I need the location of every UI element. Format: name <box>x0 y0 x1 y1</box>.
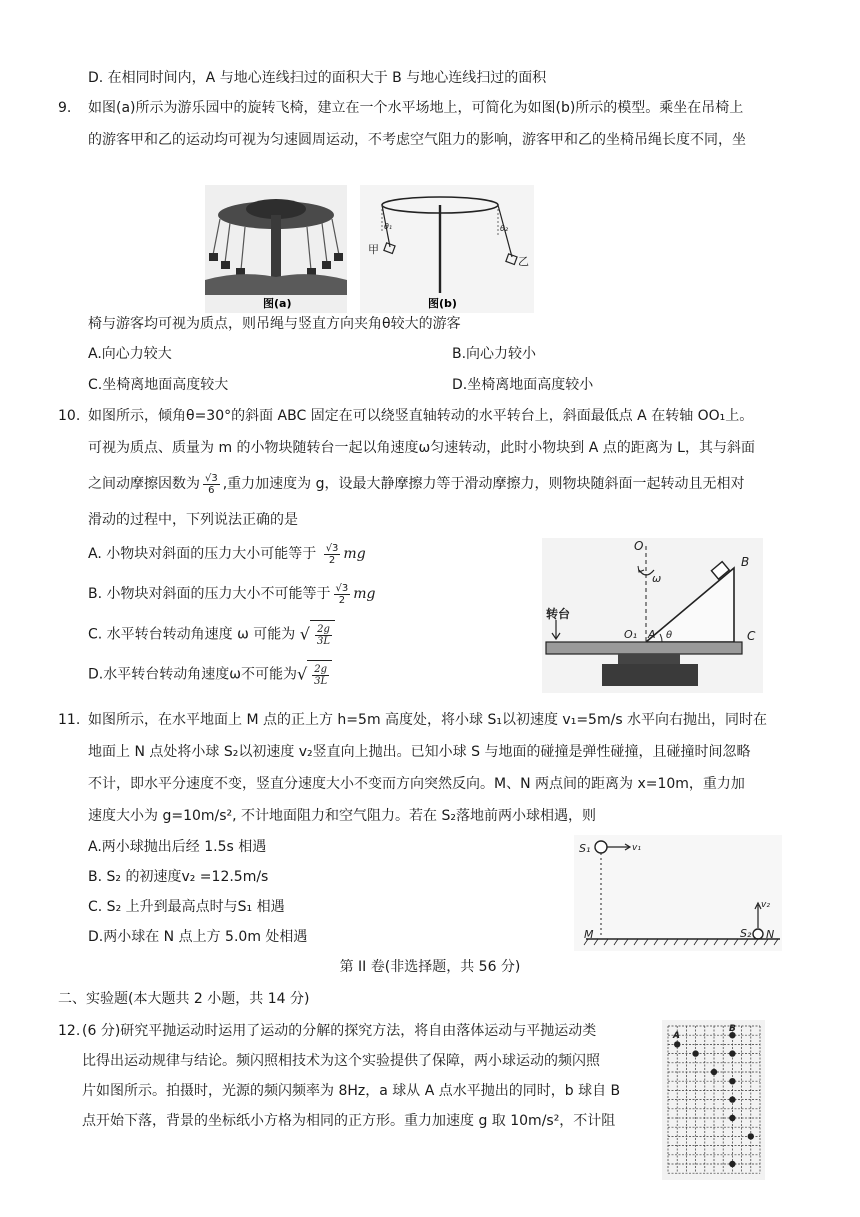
q12-stem-line3: 片如图所示。拍摄时，光源的频闪频率为 8Hz，a 球从 A 点水平抛出的同时，b 球自 B <box>82 1083 621 1099</box>
q11-option-a: A.两小球抛出后经 1.5s 相遇 <box>88 839 267 855</box>
fig-9b-caption: 图(b) <box>428 297 457 310</box>
optB-frac-den: 2 <box>338 594 346 606</box>
q10-number: 10. <box>58 408 81 424</box>
fig-q10-O1: O₁ <box>624 628 638 641</box>
q9-stem-line3: 椅与游客均可视为质点，则吊绳与竖直方向夹角θ较大的游客 <box>88 316 461 332</box>
strobe-ball <box>674 1041 680 1047</box>
figure-9b <box>360 185 534 313</box>
fig-9b-jia: 甲 <box>368 243 379 256</box>
mu-fraction-num: √3 <box>205 472 218 484</box>
q11-number: 11. <box>58 712 81 728</box>
strobe-ball <box>729 1115 735 1121</box>
q11-stem-line2: 地面上 N 点处将小球 S₂以初速度 v₂竖直向上抛出。已知小球 S 与地面的碰撞是弹性碰撞，且碰撞时间忽略 <box>88 744 751 760</box>
optB-fraction <box>334 583 351 606</box>
q12-stem-line2: 比得出运动规律与结论。频闪照相技术为这个实验提供了保障，两小球运动的频闪照 <box>82 1053 600 1069</box>
fig-q11-S1: S₁ <box>579 842 591 855</box>
q10-optA-text: A. 小物块对斜面的压力大小可能等于 <box>88 546 317 562</box>
fig-9b-theta1: θ₁ <box>384 222 393 231</box>
fig-q11-N: N <box>766 928 775 941</box>
q12-number: 12. <box>58 1023 81 1039</box>
optC-frac-den: 3L <box>316 635 330 647</box>
fig-q10-omega: ω <box>652 572 662 585</box>
optA-mg: mg <box>343 546 366 562</box>
q11-option-b: B. S₂ 的初速度v₂ =12.5m/s <box>88 869 269 885</box>
q11-option-c: C. S₂ 上升到最高点时与S₁ 相遇 <box>88 899 285 915</box>
q9-option-b: B.向心力较小 <box>452 346 537 362</box>
strobe-grid-figure <box>662 1020 765 1180</box>
q12-stem-line4: 点开始下落，背景的坐标纸小方格为相同的正方形。重力加速度 g 取 10m/s²，不计阻 <box>82 1113 616 1129</box>
q10-stem-line3 <box>88 470 745 498</box>
q9-stem-line2: 的游客甲和乙的运动均可视为匀速圆周运动，不考虑空气阻力的影响，游客甲和乙的坐椅吊绳长度不同，坐 <box>88 132 746 148</box>
optA-frac-den: 2 <box>328 554 336 566</box>
optC-fraction <box>315 624 332 647</box>
q10-optC-text: C. 水平转台转动角速度 ω 可能为 <box>88 626 296 643</box>
q11-stem-line1: 如图所示，在水平地面上 M 点的正上方 h=5m 高度处，将小球 S₁以初速度 v₁=5m/s 水平向右抛出，同时在 <box>88 712 768 728</box>
fig-q10-A: A <box>648 628 656 641</box>
q9-stem-line1: 如图(a)所示为游乐园中的旋转飞椅，建立在一个水平场地上，可简化为如图(b)所示的模型。乘坐在吊椅上 <box>88 100 744 116</box>
fig-q11-M: M <box>584 928 594 941</box>
q12-stem-line1: (6 分)研究平抛运动时运用了运动的分解的探究方法，将自由落体运动与平抛运动类 <box>82 1023 597 1039</box>
fig-9a-caption: 图(a) <box>263 297 292 310</box>
figure-9a <box>205 185 347 313</box>
strobe-ball <box>692 1050 698 1056</box>
q10-option-a <box>88 540 366 568</box>
optB-frac-num: √3 <box>335 582 349 594</box>
q11-stem-line3: 不计，即水平分速度不变，竖直分速度大小不变而方向突然反向。M、N 两点间的距离为 x=10m，重力加 <box>88 776 745 792</box>
strobe-ball <box>729 1050 735 1056</box>
projectile-figure <box>574 835 782 951</box>
section-title: 第 II 卷(非选择题，共 56 分) <box>339 959 521 975</box>
figure-q12-strobe <box>662 1020 765 1180</box>
optB-mg: mg <box>353 586 376 602</box>
fig-q10-C: C <box>747 629 756 643</box>
q10-line3-a: 之间动摩擦因数为 <box>88 476 200 492</box>
strobe-ball <box>729 1078 735 1084</box>
optA-fraction <box>324 543 341 566</box>
q8-option-d: D. 在相同时间内，A 与地心连线扫过的面积大于 B 与地心连线扫过的面积 <box>88 70 547 86</box>
fig-q10-B: B <box>741 555 750 569</box>
q10-optB-text: B. 小物块对斜面的压力大小不可能等于 <box>88 586 331 602</box>
q9-number: 9. <box>58 100 72 116</box>
q10-option-b <box>88 580 376 608</box>
mu-fraction-den: 6 <box>208 484 215 496</box>
fig-q12-B: B <box>729 1024 736 1034</box>
fig-q11-S2: S₂ <box>740 927 752 940</box>
q9-option-a: A.向心力较大 <box>88 346 172 362</box>
q9-option-d: D.坐椅离地面高度较小 <box>452 377 594 393</box>
q10-optD-text: D.水平转台转动角速度ω不可能为 <box>88 666 297 683</box>
fig-q12-A: A <box>673 1031 680 1041</box>
optD-frac-den: 3L <box>314 675 328 687</box>
q9-option-c: C.坐椅离地面高度较大 <box>88 377 229 393</box>
figure-q11-projectile <box>574 835 782 951</box>
fig-q11-v1: v₁ <box>632 843 641 853</box>
q10-line3-b: ,重力加速度为 g，设最大静摩擦力等于滑动摩擦力，则物块随斜面一起转动且无相对 <box>222 476 745 492</box>
fig-q11-v2: v₂ <box>761 900 770 910</box>
q10-stem-line1: 如图所示，倾角θ=30°的斜面 ABC 固定在可以绕竖直轴转动的水平转台上，斜面最低点 A 在转轴 OO₁上。 <box>88 408 754 424</box>
strobe-ball <box>729 1161 735 1167</box>
q10-stem-line2: 可视为质点、质量为 m 的小物块随转台一起以角速度ω匀速转动，此时小物块到 A 点的距离为 L，其与斜面 <box>88 440 755 456</box>
q10-option-c: C. 水平转台转动角速度 ω 可能为 √ $\frac{2g}{3L}$ <box>88 620 335 649</box>
fig-9b-theta2: θ₂ <box>500 224 509 233</box>
q11-option-d: D.两小球在 N 点上方 5.0m 处相遇 <box>88 929 308 945</box>
q10-option-d: D.水平转台转动角速度ω不可能为√ $\frac{2g}{3L}$ <box>88 660 332 689</box>
fig-q10-theta: θ <box>666 630 673 641</box>
figure-q10-incline <box>542 538 763 693</box>
carousel-photo-figure <box>205 185 347 313</box>
fig-q10-O: O <box>634 539 644 553</box>
fig-q10-turntable: 转台 <box>546 607 571 621</box>
fig-9b-yi: 乙 <box>518 255 529 268</box>
q10-stem-line4: 滑动的过程中，下列说法正确的是 <box>88 512 298 528</box>
carousel-model-figure <box>360 185 534 313</box>
optD-frac-num: 2g <box>312 664 329 676</box>
strobe-ball <box>711 1069 717 1075</box>
mu-fraction <box>203 473 220 496</box>
q11-stem-line4: 速度大小为 g=10m/s², 不计地面阻力和空气阻力。若在 S₂落地前两小球相遇，则 <box>88 808 596 824</box>
incline-turntable-figure <box>542 538 763 693</box>
optA-frac-num: √3 <box>325 542 339 554</box>
strobe-ball <box>748 1133 754 1139</box>
optD-fraction <box>312 664 329 687</box>
strobe-ball <box>729 1096 735 1102</box>
section-experiment-heading: 二、实验题(本大题共 2 小题，共 14 分) <box>58 991 310 1007</box>
optC-frac-num: 2g <box>315 624 332 636</box>
